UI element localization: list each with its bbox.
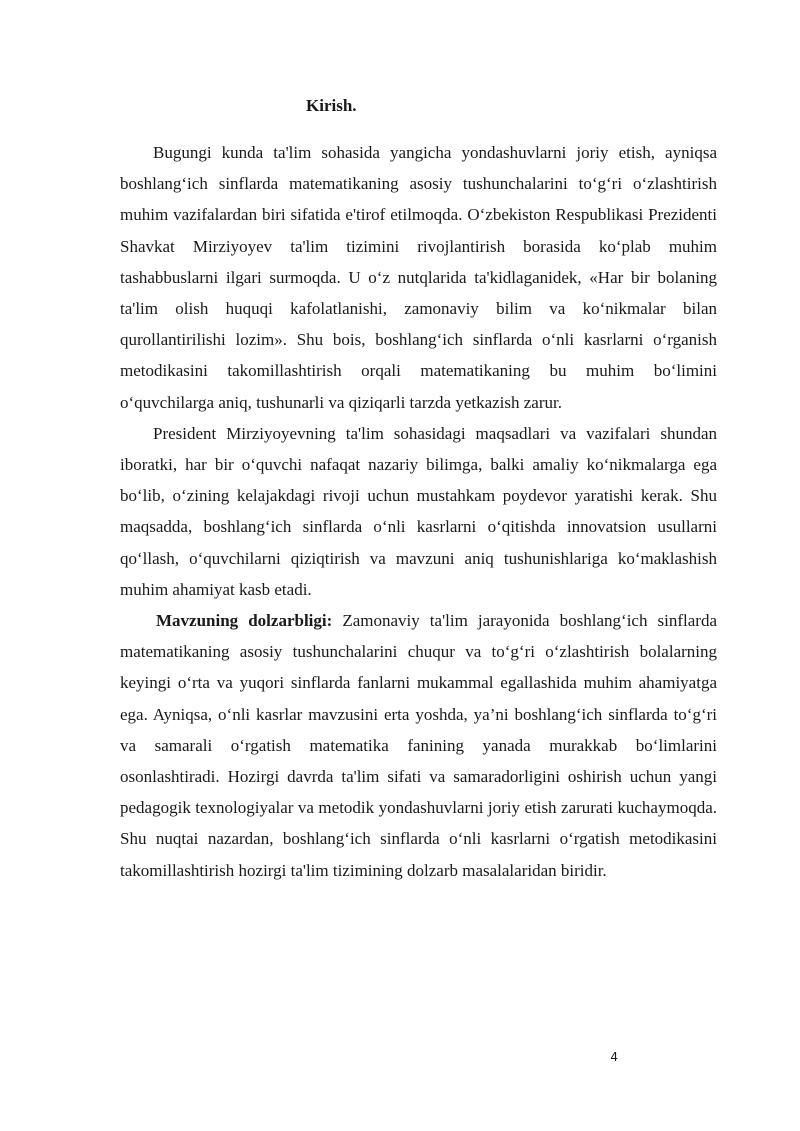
- page-number: 4: [610, 1050, 618, 1064]
- paragraph-introduction: Bugungi kunda ta'lim sohasida yangicha yondashuvlarni joriy etish, ayniqsa boshlang‘ich sinflarda matematikaning asosiy tushunchalarini to‘g‘ri o‘zlashtirish muhim vazifalardan biri sifatida e'tirof etilmoqda. O‘zbekiston Respublikasi Prezidenti Shavkat Mirziyoyev ta'lim tizimini rivojlantirish borasida ko‘plab muhim tashabbuslarni ilgari surmoqda. U o‘z nutqlarida ta'kidlaganidek, «Har bir bolaning ta'lim olish huquqi kafolatlanishi, zamonaviy bilim va ko‘nikmalar bilan qurollantirilishi lozim». Shu bois, boshlang‘ich sinflarda o‘nli kasrlarni o‘rganish metodikasini takomillashtirish orqali matematikaning bu muhim bo‘limini o‘quvchilarga aniq, tushunarli va qiziqarli tarzda yetkazish zarur.: [120, 143, 717, 412]
- paragraph-president-goals: President Mirziyoyevning ta'lim sohasidagi maqsadlari va vazifalari shundan iboratki, har bir o‘quvchi nafaqat nazariy bilimga, balki amaliy ko‘nikmalarga ega bo‘lib, o‘zining kelajakdagi rivoji uchun mustahkam poydevor yaratishi kerak. Shu maqsadda, boshlang‘ich sinflarda o‘nli kasrlarni o‘qitishda innovatsion usullarni qo‘llash, o‘quvchilarni qiziqtirish va mavzuni aniq tushunishlariga ko‘maklashish muhim ahamiyat kasb etadi.: [120, 423, 717, 599]
- body-text: [120, 137, 717, 886]
- relevance-label: Mavzuning dolzarbligi:: [156, 611, 333, 631]
- relevance-text: Zamonaviy ta'lim jarayonida boshlang‘ich sinflarda matematikaning asosiy tushunchalarini chuqur va to‘g‘ri o‘zlashtirish bolalarning keyingi o‘rta va yuqori sinflarda fanlarni mukammal egallashida muhim ahamiyatga ega. Ayniqsa, o‘nli kasrlar mavzusini erta yoshda, ya’ni boshlang‘ich sinflarda to‘g‘ri va samarali o‘rgatish matematika fanining yanada murakkab bo‘limlarini osonlashtiradi. Hozirgi davrda ta'lim sifati va samaradorligini oshirish uchun yangi pedagogik texnologiyalar va metodik yondashuvlarni joriy etish zarurati kuchaymoqda. Shu nuqtai nazardan, boshlang‘ich sinflarda o‘nli kasrlarni o‘rgatish metodikasini takomillashtirish hozirgi ta'lim tizimining dolzarb masalalaridan biridir.: [120, 611, 717, 880]
- section-heading: Kirish.: [306, 96, 357, 115]
- paragraph-relevance: [120, 605, 717, 886]
